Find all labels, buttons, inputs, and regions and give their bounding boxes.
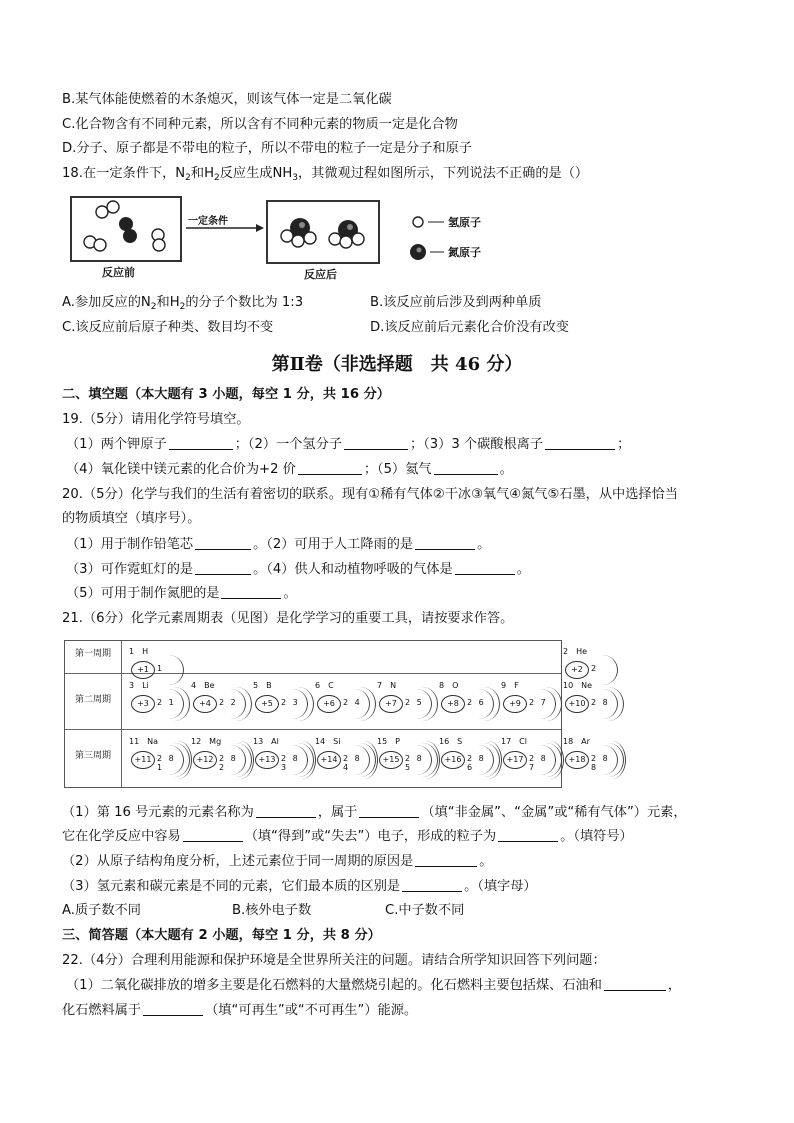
element-cell bbox=[557, 733, 619, 779]
element-symbol: 16 S bbox=[439, 737, 463, 746]
nucleus: +16 bbox=[441, 751, 465, 769]
q21-part-3: （3）氢元素和碳元素是不同的元素，它们最本质的区别是 。（填字母） bbox=[62, 879, 537, 894]
element-cell bbox=[495, 677, 557, 723]
electron-shells: 2 8 1 bbox=[157, 754, 176, 772]
section-2-title: 第Ⅱ卷（非选择题 共 46 分） bbox=[271, 354, 523, 375]
q21-part-1b: 它在化学反应中容易 （填“得到”或“失去”）电子，形成的粒子为 。（填符号） bbox=[62, 829, 633, 844]
q18-option-b: B.该反应前后涉及到两种单质 bbox=[370, 295, 542, 310]
q20-stem-1: 20.（5分）化学与我们的生活有着密切的联系。现有①稀有气体②干冰③氧气④氮气⑤石墨，从中选择恰当 bbox=[62, 487, 678, 502]
q22-line-1: （1）二氧化碳排放的增多主要是化石燃料的大量燃烧引起的。化石燃料主要包括煤、石油和 ， bbox=[66, 978, 682, 993]
section-3-heading: 三、简答题（本大题有 2 小题，每空 1 分，共 8 分） bbox=[62, 928, 381, 943]
q22-stem: 22.（4分）合理利用能源和保护环境是全世界所关注的问题。请结合所学知识回答下列问题： bbox=[62, 953, 606, 968]
q22-line-2: 化石燃料属于 （填“可再生”或“不可再生”）能源。 bbox=[62, 1003, 418, 1018]
nucleus: +4 bbox=[193, 695, 217, 713]
electron-shells: 2 8 bbox=[591, 698, 610, 707]
q18-option-c: C.该反应前后原子种类、数目均不变 bbox=[62, 320, 274, 335]
element-symbol: 12 Mg bbox=[191, 737, 222, 746]
nucleus: +9 bbox=[503, 695, 527, 713]
element-symbol: 6 C bbox=[315, 681, 334, 690]
nucleus: +8 bbox=[441, 695, 465, 713]
element-cell bbox=[495, 733, 557, 779]
element-symbol: 10 Ne bbox=[563, 681, 593, 690]
q21-option-b: B.核外电子数 bbox=[232, 903, 312, 918]
element-symbol: 1 H bbox=[129, 647, 149, 656]
electron-shells: 2 1 bbox=[157, 698, 176, 707]
electron-shells: 2 3 bbox=[281, 698, 300, 707]
element-cell bbox=[557, 677, 619, 723]
electron-shells: 2 7 bbox=[529, 698, 548, 707]
after-box bbox=[266, 200, 380, 264]
electron-shells: 2 4 bbox=[343, 698, 362, 707]
q17-option-d: D.分子、原子都是不带电的粒子，所以不带电的粒子一定是分子和原子 bbox=[62, 141, 472, 156]
q18-option-a: A.参加反应的$N_2$和$H_2$的分子个数比为 1:3 bbox=[62, 295, 304, 312]
section-2-heading: 二、填空题（本大题有 3 小题，每空 1 分，共 16 分） bbox=[62, 387, 390, 402]
electron-shells: 2 6 bbox=[467, 698, 486, 707]
element-symbol: 14 Si bbox=[315, 737, 341, 746]
element-symbol: 8 O bbox=[439, 681, 459, 690]
element-cell bbox=[371, 677, 433, 723]
q19-line-1: （1）两个钾原子 ；（2）一个氢分子 ；（3）3 个碳酸根离子 ； bbox=[66, 437, 631, 452]
nucleus: +13 bbox=[255, 751, 279, 769]
element-cell bbox=[247, 677, 309, 723]
electron-shells: 2 2 bbox=[219, 698, 238, 707]
electron-shells: 2 8 5 bbox=[405, 754, 424, 772]
q20-line-2: （3）可作霓虹灯的是 。（4）供人和动植物呼吸的气体是 。 bbox=[66, 562, 530, 577]
element-symbol: 7 N bbox=[377, 681, 397, 690]
electron-shells: 2 8 2 bbox=[219, 754, 238, 772]
electron-shells: 2 bbox=[591, 664, 599, 673]
element-cell bbox=[433, 733, 495, 779]
legend-nitrogen: 氮原子 bbox=[448, 246, 481, 259]
q18-stem: 18.在一定条件下，$N_2$和$H_2$反应生成$NH_3$，其微观过程如图所示，下列说法不正确的是（） bbox=[62, 166, 589, 183]
element-symbol: 5 B bbox=[253, 681, 272, 690]
nucleus: +7 bbox=[379, 695, 403, 713]
period-2-label: 第二周期 bbox=[74, 695, 111, 705]
electron-shells: 2 8 8 bbox=[591, 754, 610, 772]
element-symbol: 4 Be bbox=[191, 681, 215, 690]
q17-option-c: C.化合物含有不同种元素，所以含有不同种元素的物质一定是化合物 bbox=[62, 117, 458, 132]
reaction-figure bbox=[66, 192, 516, 284]
q21-part-1a: （1）第 16 号元素的元素名称为 ，属于 （填“非金属”、“金属”或“稀有气体”）元素， bbox=[62, 805, 687, 820]
element-symbol: 3 Li bbox=[129, 681, 149, 690]
element-cell bbox=[185, 677, 247, 723]
q21-option-c: C.中子数不同 bbox=[385, 903, 465, 918]
before-label: 反应前 bbox=[102, 266, 135, 279]
q19-line-2: （4）氧化镁中镁元素的化合价为+2 价 ；（5）氦气 。 bbox=[66, 462, 513, 477]
element-cell bbox=[123, 677, 185, 723]
after-label: 反应后 bbox=[304, 268, 337, 281]
nucleus: +17 bbox=[503, 751, 527, 769]
element-cell bbox=[309, 733, 371, 779]
nucleus: +11 bbox=[131, 751, 155, 769]
periodic-table bbox=[64, 640, 610, 788]
element-symbol: 15 P bbox=[377, 737, 401, 746]
q20-line-1: （1）用于制作铅笔芯 。（2）可用于人工降雨的是 。 bbox=[66, 537, 491, 552]
electron-shells: 2 5 bbox=[405, 698, 424, 707]
element-symbol: 11 Na bbox=[129, 737, 159, 746]
period-3-label: 第三周期 bbox=[74, 751, 111, 761]
q20-line-3: （5）可用于制作氮肥的是 。 bbox=[66, 586, 297, 601]
nucleus: +6 bbox=[317, 695, 341, 713]
element-symbol: 13 Al bbox=[253, 737, 279, 746]
nucleus: +10 bbox=[565, 695, 589, 713]
nucleus: +14 bbox=[317, 751, 341, 769]
nucleus: +2 bbox=[565, 661, 589, 679]
legend-hydrogen: 氢原子 bbox=[448, 216, 481, 229]
q21-part-2: （2）从原子结构角度分析，上述元素位于同一周期的原因是 。 bbox=[62, 854, 493, 869]
electron-shells: 1 bbox=[157, 664, 165, 673]
electron-shells: 2 8 6 bbox=[467, 754, 486, 772]
q20-stem-2: 的物质填空（填序号）。 bbox=[62, 511, 201, 526]
electron-shells: 2 8 3 bbox=[281, 754, 300, 772]
q21-option-a: A.质子数不同 bbox=[62, 903, 141, 918]
q21-stem: 21.（6分）化学元素周期表（见图）是化学学习的重要工具，请按要求作答。 bbox=[62, 611, 514, 626]
q19-stem: 19.（5分）请用化学符号填空。 bbox=[62, 412, 250, 427]
element-cell bbox=[433, 677, 495, 723]
element-cell bbox=[309, 677, 371, 723]
nucleus: +15 bbox=[379, 751, 403, 769]
element-symbol: 18 Ar bbox=[563, 737, 590, 746]
element-symbol: 17 Cl bbox=[501, 737, 527, 746]
element-cell bbox=[185, 733, 247, 779]
nucleus: +18 bbox=[565, 751, 589, 769]
q17-option-b: B.某气体能使燃着的木条熄灭，则该气体一定是二氧化碳 bbox=[62, 92, 392, 107]
electron-shells: 2 8 7 bbox=[529, 754, 548, 772]
nucleus: +12 bbox=[193, 751, 217, 769]
period-1-label: 第一周期 bbox=[74, 649, 111, 659]
nucleus: +5 bbox=[255, 695, 279, 713]
electron-shells: 2 8 4 bbox=[343, 754, 362, 772]
element-cell bbox=[247, 733, 309, 779]
q18-option-d: D.该反应前后元素化合价没有改变 bbox=[370, 320, 569, 335]
element-symbol: 9 F bbox=[501, 681, 519, 690]
nucleus: +1 bbox=[131, 661, 155, 679]
nucleus: +3 bbox=[131, 695, 155, 713]
element-cell bbox=[123, 733, 185, 779]
condition-label: 一定条件 bbox=[188, 216, 228, 227]
element-cell bbox=[371, 733, 433, 779]
element-symbol: 2 He bbox=[563, 647, 588, 656]
